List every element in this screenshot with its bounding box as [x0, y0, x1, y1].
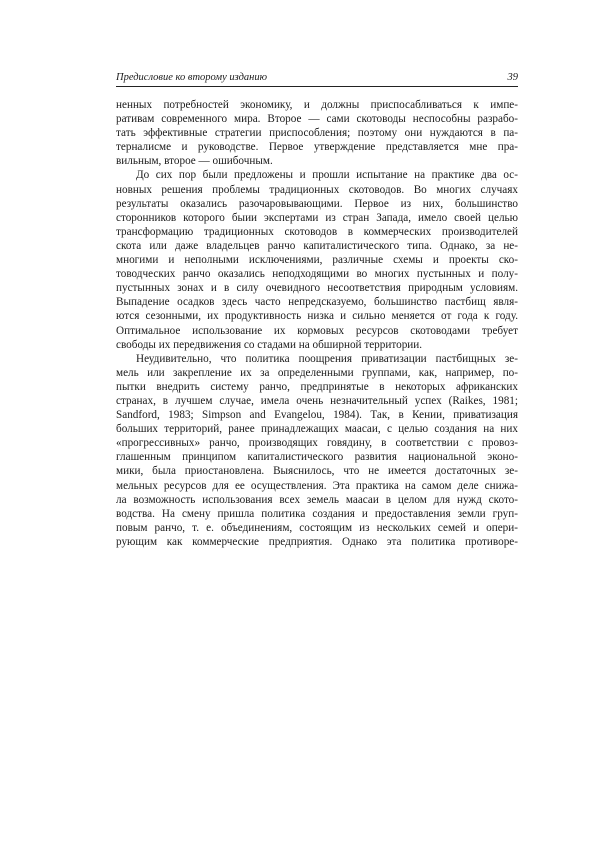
text-line: свободы их передвижения со стадами на обширной территории.: [116, 338, 423, 351]
text-line: пытки внедрить систему ранчо, предпринятые в некоторых африканских: [116, 380, 518, 393]
running-header-title: Предисловие ко второму изданию: [116, 72, 267, 83]
page-number: 39: [507, 72, 518, 83]
text-line: многими и неполными исключениями, различные схемы и проекты ско-: [116, 254, 518, 267]
text-line: мель или закрепление их за определенными группами, как, например, по-: [116, 366, 518, 379]
text-line: «прогрессивных» ранчо, производящих говядину, в соответствии с провоз-: [116, 437, 518, 450]
paragraph: [116, 98, 518, 168]
text-line: товодческих ранчо оказались неподходящими во многих пустынных и полу-: [116, 268, 518, 281]
text-line: мики, была приостановлена. Выяснилось, что не имеется достаточных зе-: [116, 465, 518, 478]
text-line: мельных ресурсов для ее осуществления. Эта практика на самом деле снижа-: [116, 479, 518, 492]
text-line: ла возможность использования всех земель маасаи в целом для нужд ското-: [116, 493, 518, 506]
text-line: Sandford, 1983; Simpson and Evangelou, 1984). Так, в Кении, приватизация: [116, 409, 518, 422]
text-line: глашенным принципом капиталистического развития национальной эконо-: [116, 451, 518, 464]
text-line: Выпадение осадков здесь часто непредсказуемо, большинство пастбищ явля-: [116, 296, 518, 309]
text-line: ются сезонными, их продуктивность низка и сильно меняется от года к году.: [116, 310, 518, 323]
text-line: ненных потребностей экономику, и должны приспосабливаться к импе-: [116, 99, 518, 111]
text-line: До сих пор были предложены и прошли испытание на практике два ос-: [136, 169, 518, 182]
text-line: ративам современного мира. Второе — сами скотоводы неспособны разрабо-: [116, 113, 518, 126]
text-line: повым ранчо, т. е. объединениям, состоящим из нескольких семей и опери-: [116, 521, 518, 534]
text-line: терналисме и руководстве. Первое утверждение представляется мне пра-: [116, 141, 518, 154]
paragraph: [116, 168, 518, 351]
text-line: трансформацию традиционных скотоводов в коммерческих производителей: [116, 225, 518, 238]
text-line: водства. На смену пришла политика создания и предоставления земли груп-: [116, 507, 518, 520]
text-line: скота или даже владельцев ранчо капиталистического типа. Однако, за не-: [116, 239, 518, 252]
text-line: результаты оказались разочаровывающими. Первое из них, большинство: [116, 197, 518, 210]
text-line: пустынных зонах и в силу очевидного несоответствия природным условиям.: [116, 282, 518, 295]
text-line: вильным, второе — ошибочным.: [116, 155, 273, 168]
body-text: [116, 98, 518, 549]
running-header: [116, 70, 518, 87]
text-line: новных решения проблемы традиционных скотоводов. Во многих случаях: [116, 183, 518, 196]
text-line: странах, в лучшем случае, имела очень незначительный успех (Raikes, 1981;: [116, 394, 518, 407]
paragraph: [116, 352, 518, 549]
text-line: Неудивительно, что политика поощрения приватизации пастбищных зе-: [136, 352, 518, 365]
text-line: рующим как коммерческие предприятия. Однако эта политика противоре-: [116, 535, 518, 548]
text-line: тать эффективные стратегии приспособления; поэтому они нуждаются в па-: [116, 127, 518, 140]
text-line: Оптимальное использование их кормовых ресурсов скотоводами требует: [116, 324, 518, 337]
text-line: сторонников которого быии экспертами из стран Запада, имело своей целью: [116, 211, 518, 224]
text-line: больших территорий, ранее принадлежащих маасаи, с целью создания на них: [116, 423, 518, 436]
